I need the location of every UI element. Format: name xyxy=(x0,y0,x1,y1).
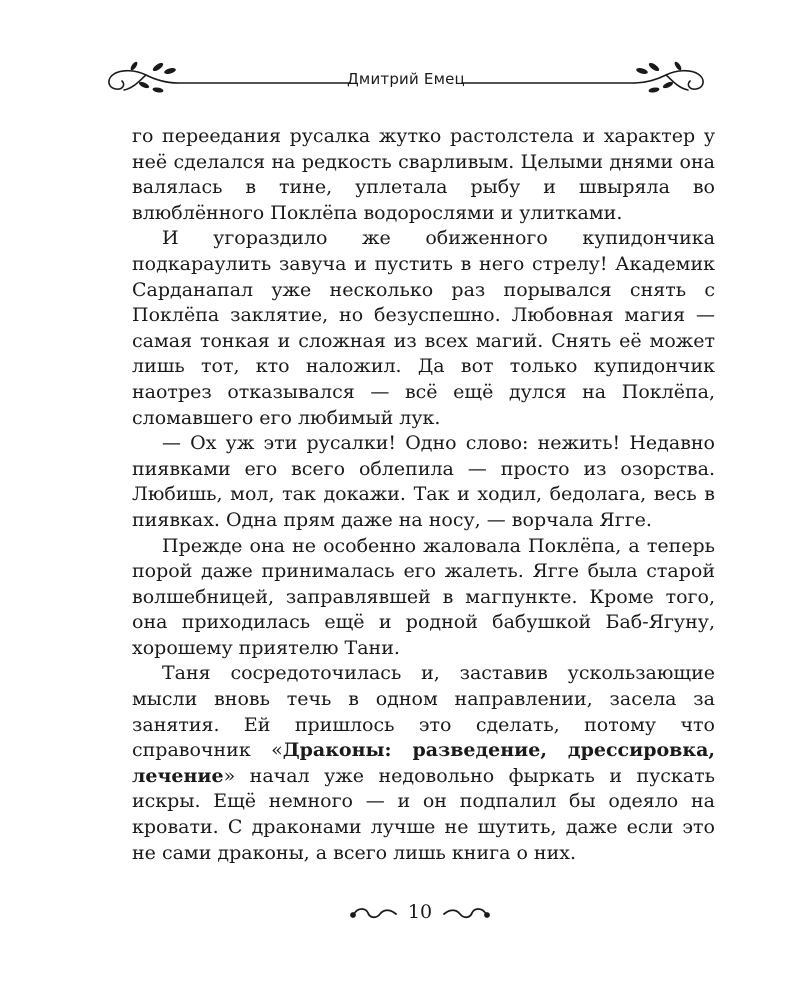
paragraph-2: И угораздило же обиженного купидончика подкараулить завуча и пустить в него стрелу! Академик Сарданапал уже несколько раз порывался снять с Поклёпа заклятие, но безуспешно. Любовная магия — самая тонкая и сложная из всех магий. Снять её может лишь тот, кто наложил. Да вот только купидончик наотрез отказывался — всё ещё дулся на Поклёпа, сломавшего его любимый лук. xyxy=(132,227,715,429)
paragraph-5-text-before: Таня сосредоточилась и, заставив ускользающие мысли вновь течь в одном направлении, засела за занятия. Ей пришлось это сделать, потому что справочник « xyxy=(132,662,715,762)
paragraph-5 xyxy=(132,661,715,866)
page-number: 10 xyxy=(407,901,433,923)
paragraph-1: го переедания русалка жутко растолстела и характер у неё сделался на редкость сварливым. Целыми днями она валялась в тине, уплетала рыбу и швыряла во влюблённого Поклёпа водорослями и улитками. xyxy=(132,125,715,224)
author-name: Дмитрий Емец xyxy=(347,70,465,88)
paragraph-3: — Ох уж эти русалки! Одно слово: нежить! Недавно пиявками его всего облепила — просто из озорства. Любишь, мол, так докажи. Так и ходил, бедолага, весь в пиявках. Одна прям даже на носу, — ворчала Ягге. xyxy=(132,432,715,531)
body-text xyxy=(132,124,715,866)
page-footer xyxy=(340,899,500,929)
paragraph-5-text-after: » начал уже недовольно фыркать и пускать искры. Ещё немного — и он подпалил бы одеяло на кровати. С драконами лучше не шутить, даже если это не сами драконы, а всего лишь книга о них. xyxy=(132,764,715,864)
running-header xyxy=(100,58,712,98)
book-title: Драконы: разведение, дрессировка, лечение xyxy=(132,739,716,787)
paragraph-4: Прежде она не особенно жаловала Поклёпа, а теперь порой даже принималась его жалеть. Ягге была старой волшебницей, заправлявшей в магпункте. Кроме того, она приходилась ещё и родной бабушкой Баб-Ягуну, хорошему приятелю Тани. xyxy=(132,534,715,659)
